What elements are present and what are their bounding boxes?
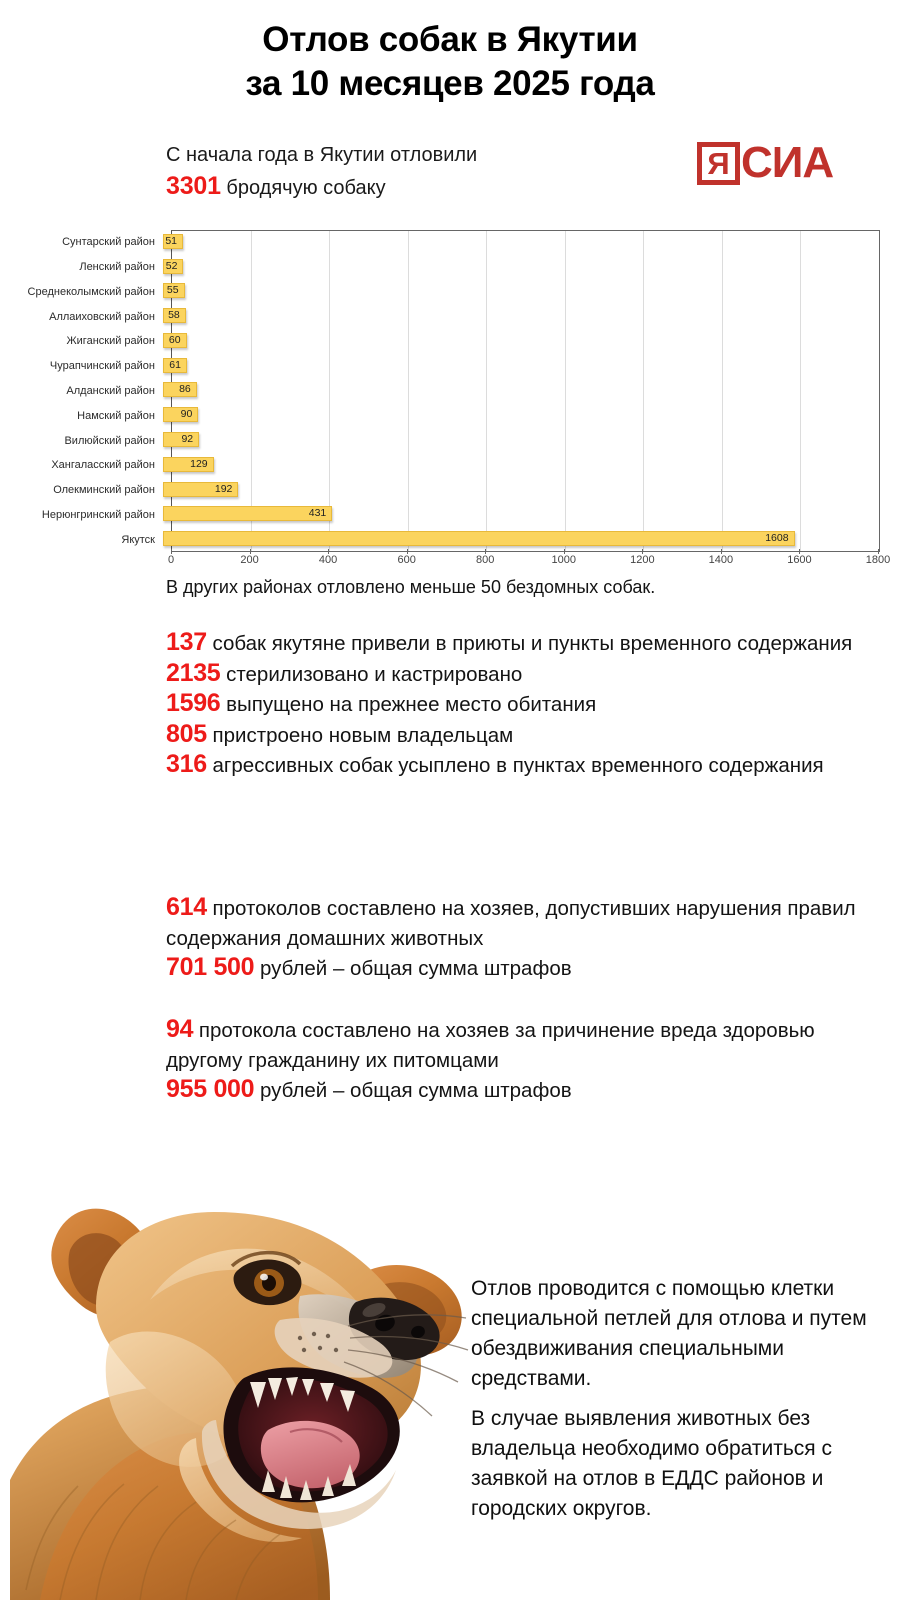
chart-category-label: Жиганский район <box>66 335 155 348</box>
chart-bar-value: 52 <box>165 259 178 272</box>
stat-protocol-owner-number: 701 500 <box>166 953 255 981</box>
chart-row <box>0 428 900 453</box>
chart-bar-track <box>163 329 900 354</box>
chart-bar-track <box>163 527 900 552</box>
chart-bar <box>163 482 238 497</box>
stat-protocol-injury-number: 94 <box>166 1015 194 1043</box>
stat-shelter-text: агрессивных собак усыплено в пунктах временного содержания <box>206 754 824 777</box>
intro-block <box>166 140 666 204</box>
chart-bar-value: 58 <box>168 309 180 322</box>
stat-shelter-text: стерилизовано и кастрировано <box>220 662 523 686</box>
chart-bar-track <box>163 379 900 404</box>
chart-category-label: Алданский район <box>66 384 155 397</box>
chart-bar-value: 92 <box>181 433 194 446</box>
chart-bar-track <box>163 255 900 280</box>
chart-bar <box>163 432 199 447</box>
chart-bar <box>163 382 197 397</box>
chart-bar-track <box>163 403 900 428</box>
chart-note: В других районах отловлено меньше 50 бездомных собак. <box>166 577 656 597</box>
bottom-text-method: Отлов проводится с помощью клетки специальной петлей для отлова и путем обездвиживания специальными средствами. <box>471 1277 867 1390</box>
chart-bar-value: 60 <box>168 333 181 346</box>
chart-bar <box>163 259 183 274</box>
chart-bar-track <box>163 354 900 379</box>
chart-category-label: Среднеколымский район <box>27 285 155 298</box>
chart-category-label: Намский район <box>77 409 155 422</box>
logo-sia-text: СИА <box>741 138 834 187</box>
stat-protocol-owner-line <box>166 893 866 953</box>
chart-row <box>0 478 900 503</box>
chart-bar-track <box>163 304 900 329</box>
chart-row <box>0 230 900 255</box>
stat-protocol-owner-number: 614 <box>166 893 207 921</box>
chart-bar-value: 55 <box>166 284 179 297</box>
chart-bar <box>163 333 187 348</box>
intro-total-tail: бродячую собаку <box>220 177 386 199</box>
chart-category-label: Сунтарский район <box>62 236 155 249</box>
page-title <box>0 18 900 106</box>
stat-shelter-number: 316 <box>166 750 207 778</box>
chart-bar <box>163 234 183 249</box>
chart-row <box>0 379 900 404</box>
chart-x-tick-label: 1400 <box>708 554 734 566</box>
chart-row <box>0 527 900 552</box>
chart-category-label: Ленский район <box>79 261 155 274</box>
bottom-text-report: В случае выявления животных без владельца необходимо обратиться с заявкой на отлов в ЕДДС районов и городских округов. <box>471 1407 832 1520</box>
chart-row <box>0 403 900 428</box>
chart-bar <box>163 407 198 422</box>
chart-bar-value: 86 <box>179 383 191 396</box>
chart-x-tick-label: 800 <box>476 554 495 566</box>
intro-total-line <box>166 171 666 204</box>
chart-bar-track <box>163 280 900 305</box>
chart-category-label: Чурапчинский район <box>49 360 155 373</box>
stat-shelter-number: 2135 <box>166 658 221 687</box>
dog-illustration-svg <box>0 1120 470 1600</box>
chart-row <box>0 502 900 527</box>
chart-category-label: Вилюйский район <box>64 434 155 447</box>
chart-x-tick-label: 1600 <box>787 554 812 566</box>
chart-category-label: Хангаласский район <box>51 459 155 472</box>
chart-bar-value: 90 <box>180 408 193 421</box>
chart-bar-value: 129 <box>190 457 208 470</box>
chart-category-label: Нерюнгринский район <box>41 508 155 521</box>
logo-ya-boxed-letter: Я <box>697 142 740 185</box>
chart-row <box>0 354 900 379</box>
stat-shelter-line <box>166 689 866 720</box>
stat-protocol-owner-text: протоколов составлено на хозяев, допустивших нарушения правил содержания домашних животных <box>166 897 856 950</box>
stat-shelter-line <box>166 750 866 781</box>
chart-bar-value: 61 <box>169 358 181 371</box>
chart-rows <box>0 230 900 552</box>
chart-bar-track <box>163 428 900 453</box>
stats-block-protocols-injury <box>166 1015 866 1106</box>
district-bar-chart <box>0 228 900 568</box>
chart-row <box>0 304 900 329</box>
chart-row <box>0 255 900 280</box>
stat-protocol-injury-line <box>166 1075 866 1106</box>
chart-bar-value: 51 <box>165 234 178 247</box>
stat-protocol-owner-text: рублей – общая сумма штрафов <box>254 957 572 980</box>
chart-bar <box>163 457 214 472</box>
chart-x-tick-label: 600 <box>397 554 416 566</box>
chart-bar-track <box>163 453 900 478</box>
chart-x-tick-label: 200 <box>240 554 259 566</box>
chart-x-tick-label: 1800 <box>865 554 891 566</box>
chart-bar <box>163 506 332 521</box>
yasia-logo[interactable] <box>697 139 833 187</box>
chart-x-axis <box>167 554 891 574</box>
chart-bar-value: 1608 <box>765 532 789 545</box>
chart-bar-value: 431 <box>308 507 327 520</box>
chart-bar-value: 192 <box>214 482 233 495</box>
stat-shelter-text: собак якутяне привели в приюты и пункты временного содержания <box>206 632 853 655</box>
stat-shelter-text: пристроено новым владельцам <box>206 723 514 747</box>
stat-shelter-line <box>166 720 866 751</box>
chart-bar-track <box>163 502 900 527</box>
chart-bar <box>163 358 187 373</box>
chart-category-label: Олекминский район <box>53 484 155 497</box>
chart-bar <box>163 283 185 298</box>
stat-shelter-text: выпущено на прежнее место обитания <box>220 693 597 716</box>
chart-category-label: Якутск <box>121 533 155 546</box>
chart-bar-track <box>163 478 900 503</box>
barking-dog-image <box>0 1120 470 1600</box>
stat-shelter-number: 137 <box>166 628 207 656</box>
chart-x-tick-label: 1200 <box>630 554 655 566</box>
stats-block-protocols-owners <box>166 893 866 984</box>
intro-total-number: 3301 <box>166 172 221 200</box>
stat-shelter-number: 805 <box>166 719 207 748</box>
stat-protocol-owner-line <box>166 953 866 984</box>
stat-protocol-injury-text: рублей – общая сумма штрафов <box>254 1079 572 1102</box>
chart-x-tick-label: 400 <box>318 554 338 566</box>
chart-row <box>0 280 900 305</box>
chart-x-tick-label: 0 <box>167 554 175 566</box>
title-line-1: Отлов собак в Якутии <box>262 20 638 59</box>
stat-protocol-injury-line <box>166 1015 866 1075</box>
intro-lead: С начала года в Якутии отловили <box>166 144 478 166</box>
stat-shelter-line <box>166 659 866 690</box>
chart-bar <box>163 308 186 323</box>
stat-protocol-injury-text: протокола составлено на хозяев за причинение вреда здоровью другому гражданину их питомцами <box>166 1019 815 1072</box>
chart-row <box>0 329 900 354</box>
chart-bar <box>163 531 795 546</box>
title-line-2: за 10 месяцев 2025 года <box>245 64 655 103</box>
chart-category-label: Аллаиховский район <box>49 310 155 323</box>
stat-protocol-injury-number: 955 000 <box>166 1075 255 1103</box>
stat-shelter-line <box>166 628 866 659</box>
stats-block-shelters <box>166 628 866 781</box>
chart-x-tick-label: 1000 <box>551 554 577 566</box>
stat-shelter-number: 1596 <box>166 689 221 717</box>
chart-row <box>0 453 900 478</box>
chart-bar-track <box>163 230 900 255</box>
